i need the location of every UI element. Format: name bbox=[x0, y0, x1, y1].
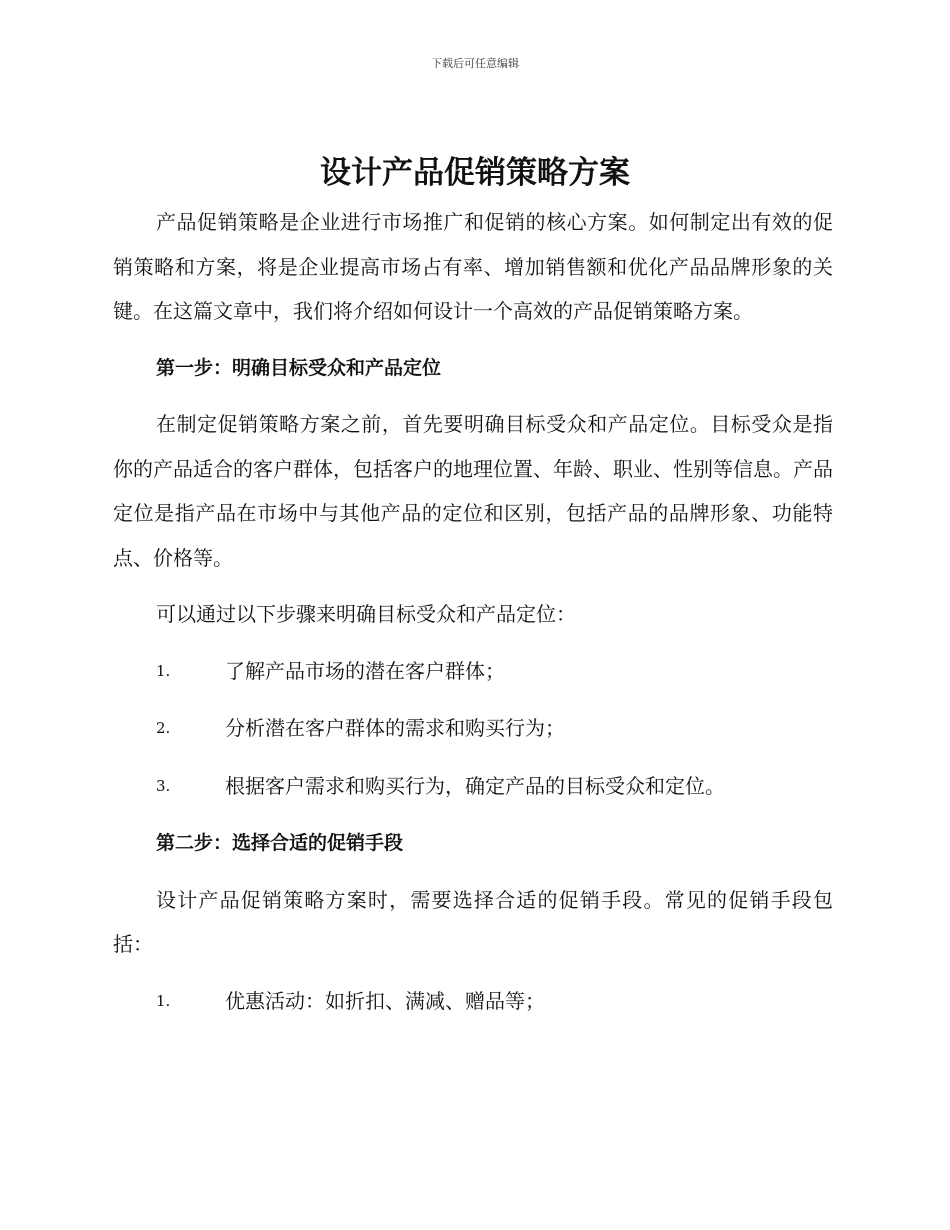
list-item bbox=[113, 649, 833, 694]
header-note: 下载后可任意编辑 bbox=[431, 57, 519, 70]
list-text: 优惠活动：如折扣、满减、赠品等； bbox=[225, 988, 545, 1013]
list-number: 1. bbox=[156, 991, 171, 1010]
list-text: 分析潜在客户群体的需求和购买行为； bbox=[225, 716, 565, 740]
document-title: 设计产品促销策略方案 bbox=[320, 155, 630, 191]
list-text: 根据客户需求和购买行为，确定产品的目标受众和定位。 bbox=[225, 773, 725, 798]
intro-paragraph: 产品促销策略是企业进行市场推广和促销的核心方案。如何制定出有效的促销策略和方案，将是企业提高市场占有率、增加销售额和优化产品品牌形象的关键。在这篇文章中，我们将介绍如何设计一个高效的产品促销策略方案。 bbox=[113, 210, 833, 323]
list-item bbox=[113, 764, 833, 809]
list-item bbox=[113, 979, 833, 1024]
list-text: 了解产品市场的潜在客户群体； bbox=[225, 658, 505, 683]
list-number: 3. bbox=[156, 776, 171, 795]
list-number: 1. bbox=[156, 661, 171, 680]
section1-heading: 第一步：明确目标受众和产品定位 bbox=[156, 356, 442, 379]
list-item bbox=[113, 706, 833, 751]
section1-lead: 可以通过以下步骤来明确目标受众和产品定位： bbox=[156, 602, 576, 626]
section2-heading: 第二步：选择合适的促销手段 bbox=[156, 832, 404, 854]
list-number: 2. bbox=[156, 719, 171, 737]
section1-paragraph: 在制定促销策略方案之前，首先要明确目标受众和产品定位。目标受众是指你的产品适合的客户群体，包括客户的地理位置、年龄、职业、性别等信息。产品定位是指产品在市场中与其他产品的定位和区别，包括产品的品牌形象、功能特点、价格等。 bbox=[113, 412, 833, 570]
section2-paragraph: 设计产品促销策略方案时，需要选择合适的促销手段。常见的促销手段包括： bbox=[113, 887, 833, 956]
document-body bbox=[113, 200, 833, 1036]
